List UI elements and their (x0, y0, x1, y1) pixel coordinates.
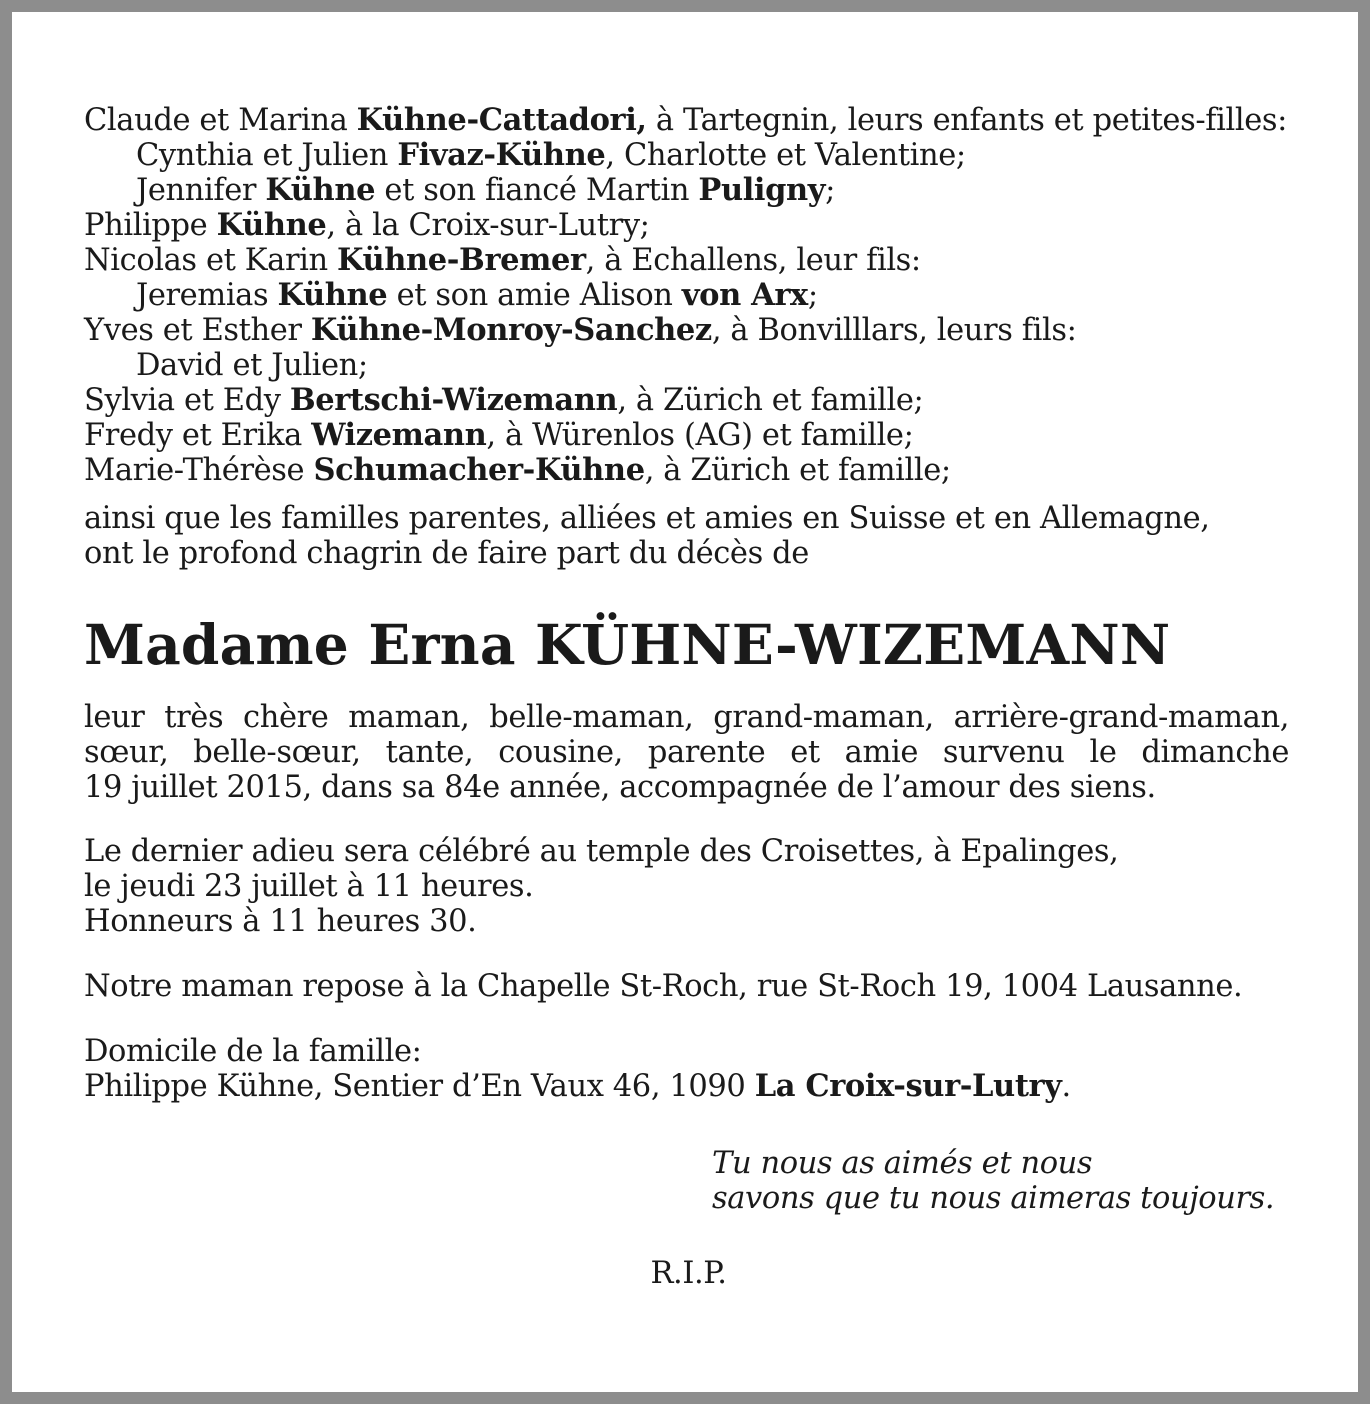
family-text: David et Julien; (136, 348, 368, 383)
family-text: , à Bonvilllars, leurs fils: (711, 313, 1077, 348)
domicile-locality: La Croix-sur-Lutry (754, 1068, 1062, 1104)
family-line (84, 243, 1289, 278)
family-surname: Wizemann (311, 417, 487, 453)
family-text: et son amie Alison (387, 278, 682, 313)
family-surname: Kühne-Bremer (337, 242, 586, 278)
family-line (84, 103, 1289, 138)
domicile-address (84, 1069, 1289, 1104)
family-surname: Kühne (277, 277, 388, 313)
relation-line: sœur, belle-sœur, tante, cousine, parente et amie survenu le dimanche (84, 735, 1289, 770)
family-text: Claude et Marina (84, 103, 357, 138)
family-surname: Fivaz-Kühne (397, 137, 606, 173)
family-text: Fredy et Erika (84, 418, 312, 453)
repose-line: Notre maman repose à la Chapelle St-Roch, rue St-Roch 19, 1004 Lausanne. (84, 969, 1243, 1004)
family-line (84, 138, 1289, 173)
quote-block (712, 1146, 1289, 1216)
family-text: Yves et Esther (84, 313, 311, 348)
family-text: , à Zürich et famille; (617, 383, 924, 418)
family-text: Sylvia et Edy (84, 383, 290, 418)
family-line (84, 418, 1289, 453)
repose-paragraph (84, 969, 1289, 1004)
family-text: , Charlotte et Valentine; (605, 138, 966, 173)
obituary-notice (12, 12, 1358, 1392)
family-surname: Schumacher-Kühne (313, 452, 645, 488)
relation-line: 19 juillet 2015, dans sa 84e année, accompagnée de l’amour des siens. (84, 770, 1156, 805)
family-surname: Bertschi-Wizemann (289, 382, 618, 418)
family-line (84, 453, 1289, 488)
family-text: Nicolas et Karin (84, 243, 338, 278)
intro-line: ainsi que les familles parentes, alliées et amies en Suisse et en Allemagne, (84, 501, 1210, 536)
domicile-paragraph (84, 1034, 1289, 1104)
domicile-label: Domicile de la famille: (84, 1034, 422, 1069)
family-surname: Kühne (265, 172, 376, 208)
family-text: , à la Croix-sur-Lutry; (326, 208, 650, 243)
family-line (84, 278, 1289, 313)
ceremony-line: le jeudi 23 juillet à 11 heures. (84, 869, 534, 904)
family-text: Jennifer (136, 173, 266, 208)
family-text: Marie-Thérèse (84, 453, 314, 488)
ceremony-line: Le dernier adieu sera célébré au temple des Croisettes, à Epalinges, (84, 834, 1119, 869)
family-text: ; (807, 278, 818, 313)
family-surname: Puligny (698, 172, 826, 208)
family-surname: Kühne (216, 207, 327, 243)
domicile-address-text: . (1061, 1069, 1071, 1104)
relation-paragraph (84, 700, 1289, 805)
quote-line: Tu nous as aimés et nous (712, 1146, 1093, 1181)
family-text: , à Zürich et famille; (644, 453, 951, 488)
family-line (84, 313, 1289, 348)
family-text: Jeremias (136, 278, 278, 313)
rip-label: R.I.P. (650, 1256, 727, 1291)
rip-text (84, 1256, 1289, 1291)
quote-line: savons que tu nous aimeras toujours. (712, 1181, 1275, 1216)
family-text: , à Würenlos (AG) et famille; (486, 418, 914, 453)
family-text: et son fiancé Martin (375, 173, 699, 208)
intro-line: ont le profond chagrin de faire part du décès de (84, 536, 809, 571)
family-list (84, 103, 1289, 488)
ceremony-paragraph (84, 834, 1289, 939)
family-line (84, 208, 1289, 243)
intro-paragraph (84, 501, 1289, 571)
family-text: Cynthia et Julien (136, 138, 398, 173)
relation-line: leur très chère maman, belle-maman, grand-maman, arrière-grand-maman, (84, 700, 1289, 735)
family-surname: von Arx (681, 277, 808, 313)
family-text: , à Echallens, leur fils: (585, 243, 921, 278)
family-line (84, 348, 1289, 383)
family-text: Philippe (84, 208, 217, 243)
family-line (84, 383, 1289, 418)
notice-content (84, 103, 1289, 1291)
ceremony-line: Honneurs à 11 heures 30. (84, 904, 477, 939)
family-line (84, 173, 1289, 208)
family-text: à Tartegnin, leurs enfants et petites-filles: (646, 103, 1287, 138)
family-surname: Kühne-Cattadori, (356, 102, 647, 138)
family-surname: Kühne-Monroy-Sanchez (310, 312, 712, 348)
domicile-address-text: Philippe Kühne, Sentier d’En Vaux 46, 1090 (84, 1069, 755, 1104)
family-text: ; (825, 173, 836, 208)
deceased-name-heading: Madame Erna KÜHNE-WIZEMANN (84, 612, 1171, 677)
